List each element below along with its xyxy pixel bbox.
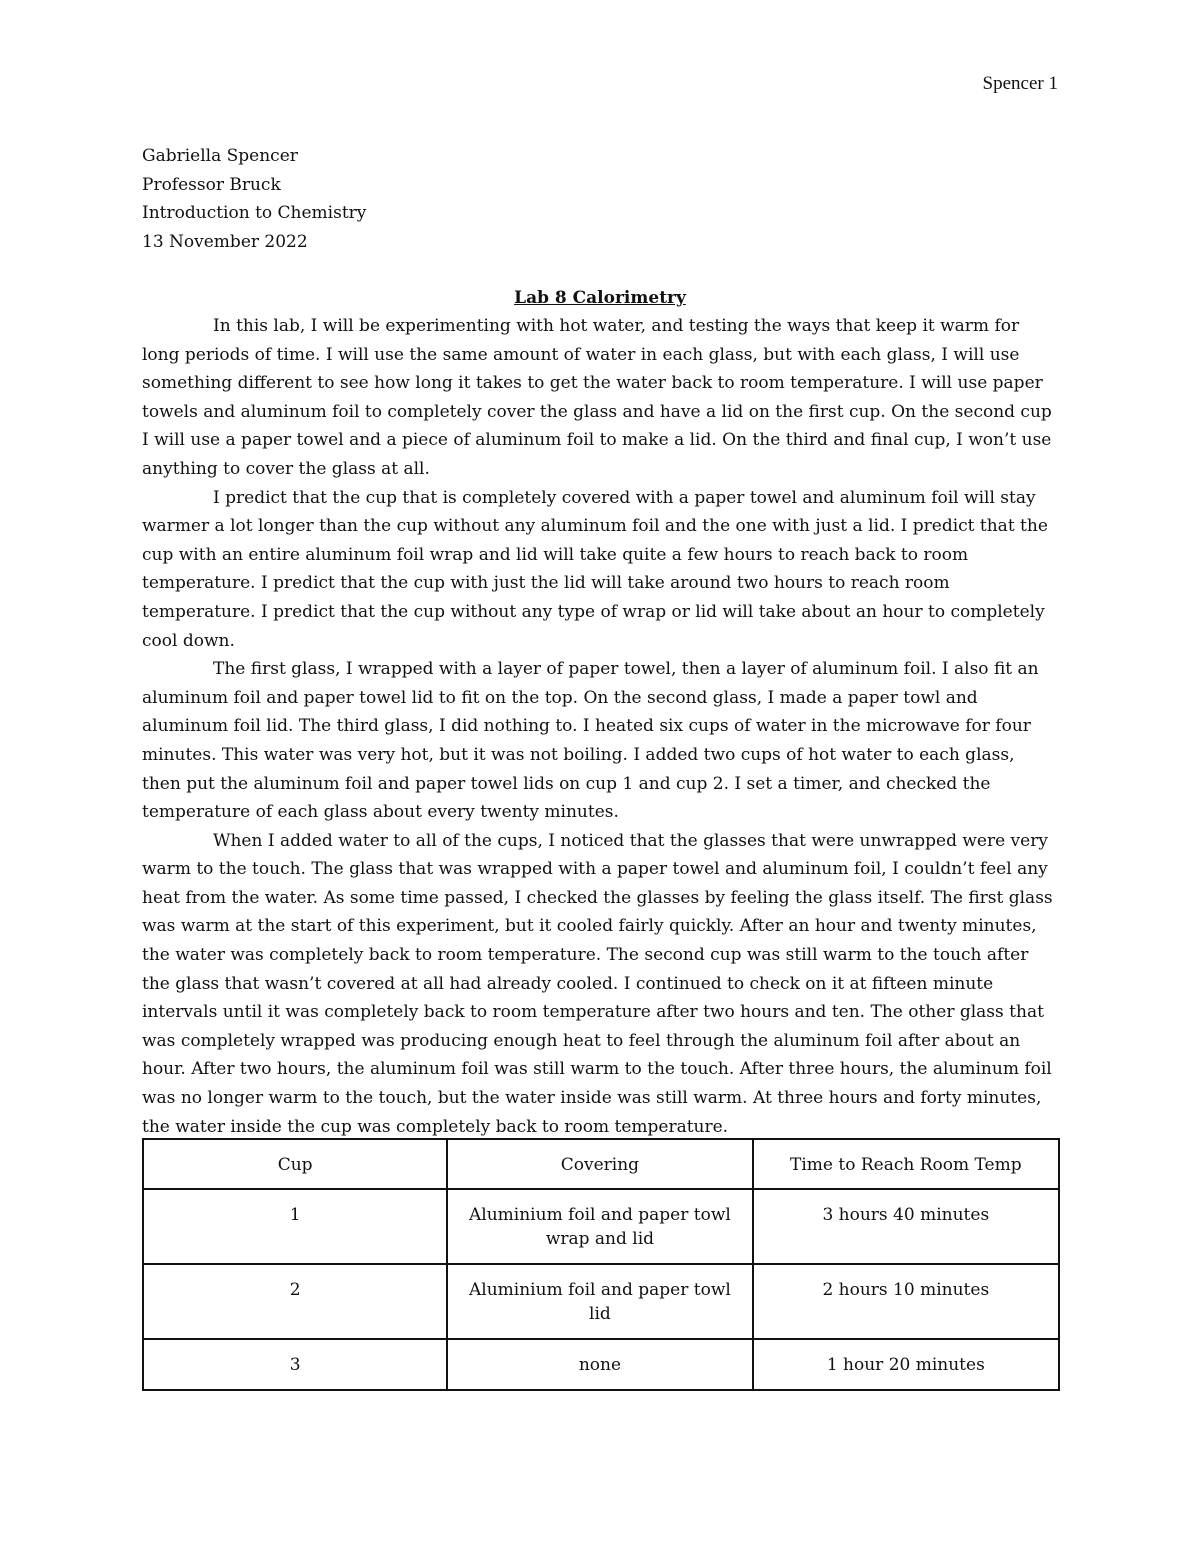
cell-covering: none: [447, 1339, 752, 1390]
mla-heading: [142, 142, 366, 256]
body-text: [142, 312, 1058, 1141]
table-header-row: [143, 1139, 1059, 1189]
cell-cup: 2: [143, 1264, 447, 1339]
cell-cup: 1: [143, 1189, 447, 1264]
results-table: [142, 1138, 1060, 1391]
cell-cup: 3: [143, 1339, 447, 1390]
course-name: Introduction to Chemistry: [142, 203, 367, 224]
cell-time: 2 hours 10 minutes: [753, 1264, 1059, 1339]
cell-time: 1 hour 20 minutes: [753, 1339, 1059, 1390]
cell-time: 3 hours 40 minutes: [753, 1189, 1059, 1264]
column-header-cup: Cup: [143, 1139, 447, 1189]
paragraph-observations: When I added water to all of the cups, I noticed that the glasses that were unwrapped were very warm to the touch. The glass that was wrapped with a paper towel and aluminum foil, I couldn’t feel any heat from the water. As some time passed, I checked the glasses by feeling the glass itself. The first glass was warm at the start of this experiment, but it cooled fairly quickly. After an hour and twenty minutes, the water was completely back to room temperature. The second cup was still warm to the touch after the glass that wasn’t covered at all had already cooled. I continued to check on it at fifteen minute intervals until it was completely back to room temperature after two hours and ten. The other glass that was completely wrapped was producing enough heat to feel through the aluminum foil after about an hour. After two hours, the aluminum foil was still warm to the touch. After three hours, the aluminum foil was no longer warm to the touch, but the water inside was still warm. At three hours and forty minutes, the water inside the cup was completely back to room temperature.: [142, 830, 1053, 1137]
table-row: [143, 1339, 1059, 1390]
document-date: 13 November 2022: [142, 231, 308, 252]
cell-covering: Aluminium foil and paper towl lid: [447, 1264, 752, 1339]
column-header-covering: Covering: [447, 1139, 752, 1189]
paragraph-prediction: I predict that the cup that is completely covered with a paper towel and aluminum foil will stay warmer a lot longer than the cup without any aluminum foil and the one with just a lid. I predict that the cup with an entire aluminum foil wrap and lid will take quite a few hours to reach back to room temperature. I predict that the cup with just the lid will take around two hours to reach room temperature. I predict that the cup without any type of wrap or lid will take about an hour to completely cool down.: [142, 487, 1048, 651]
table-row: [143, 1189, 1059, 1264]
document-title: Lab 8 Calorimetry: [514, 288, 686, 308]
table-row: [143, 1264, 1059, 1339]
cell-covering: Aluminium foil and paper towl wrap and lid: [447, 1189, 752, 1264]
running-header: Spencer 1: [982, 73, 1058, 94]
column-header-time: Time to Reach Room Temp: [753, 1139, 1059, 1189]
paragraph-introduction: In this lab, I will be experimenting with hot water, and testing the ways that keep it warm for long periods of time. I will use the same amount of water in each glass, but with each glass, I will use something different to see how long it takes to get the water back to room temperature. I will use paper towels and aluminum foil to completely cover the glass and have a lid on the first cup. On the second cup I will use a paper towel and a piece of aluminum foil to make a lid. On the third and final cup, I won’t use anything to cover the glass at all.: [142, 316, 1052, 479]
paragraph-procedure: The first glass, I wrapped with a layer of paper towel, then a layer of aluminum foil. I also fit an aluminum foil and paper towel lid to fit on the top. On the second glass, I made a paper towl and aluminum foil lid. The third glass, I did nothing to. I heated six cups of water in the microwave for four minutes. This water was very hot, but it was not boiling. I added two cups of hot water to each glass, then put the aluminum foil and paper towel lids on cup 1 and cup 2. I set a timer, and checked the temperature of each glass about every twenty minutes.: [142, 659, 1039, 823]
professor-name: Professor Bruck: [142, 174, 281, 195]
student-name: Gabriella Spencer: [142, 146, 298, 166]
